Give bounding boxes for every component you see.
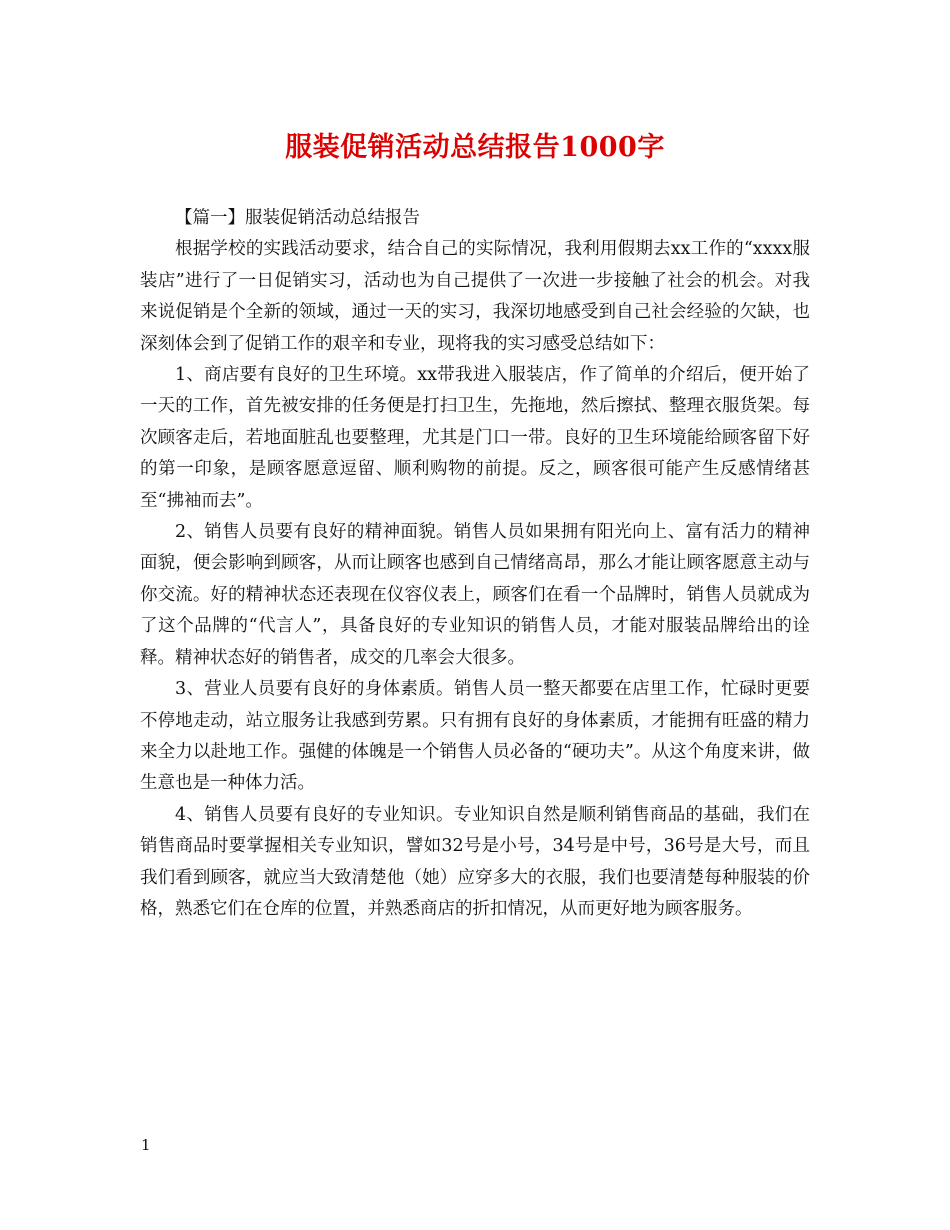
document-body (140, 203, 810, 925)
paragraph-intro: 根据学校的实践活动要求，结合自己的实际情况，我利用假期去xx工作的“xxxx服装店”进行了一日促销实习，活动也为自己提供了一次进一步接触了社会的机会。对我来说促销是个全新的领域，通过一天的实习，我深切地感受到自己社会经验的欠缺，也深刻体会到了促销工作的艰辛和专业，现将我的实习感受总结如下： (140, 239, 810, 354)
paragraph-knowledge: 4、销售人员要有良好的专业知识。专业知识自然是顺利销售商品的基础，我们在销售商品时要掌握相关专业知识，譬如32号是小号，34号是中号，36号是大号，而且我们看到顾客，就应当大致清楚他（她）应穿多大的衣服，我们也要清楚每种服装的价格，熟悉它们在仓库的位置，并熟悉商店的折扣情况，从而更好地为顾客服务。 (140, 804, 810, 919)
paragraph-hygiene: 1、商店要有良好的卫生环境。xx带我进入服装店，作了简单的介绍后，便开始了一天的工作，首先被安排的任务便是打扫卫生，先拖地，然后擦拭、整理衣服货架。每次顾客走后，若地面脏乱也要整理，尤其是门口一带。良好的卫生环境能给顾客留下好的第一印象，是顾客愿意逗留、顺利购物的前提。反之，顾客很可能产生反感情绪甚至“拂袖而去”。 (140, 365, 810, 511)
section-heading: 【篇一】服装促销活动总结报告 (175, 208, 420, 228)
document-title: 服装促销活动总结报告1000字 (285, 132, 665, 163)
paragraph-spirit: 2、销售人员要有良好的精神面貌。销售人员如果拥有阳光向上、富有活力的精神面貌，便会影响到顾客，从而让顾客也感到自己情绪高昂，那么才能让顾客愿意主动与你交流。好的精神状态还表现在仪容仪表上，顾客们在看一个品牌时，销售人员就成为了这个品牌的“代言人”，具备良好的专业知识的销售人员，才能对服装品牌给出的诠释。精神状态好的销售者，成交的几率会大很多。 (140, 522, 810, 668)
page-number: 1 (141, 1136, 151, 1154)
paragraph-physical: 3、营业人员要有良好的身体素质。销售人员一整天都要在店里工作，忙碌时更要不停地走动，站立服务让我感到劳累。只有拥有良好的身体素质，才能拥有旺盛的精力来全力以赴地工作。强健的体魄是一个销售人员必备的“硬功夫”。从这个角度来讲，做生意也是一种体力活。 (140, 679, 810, 794)
